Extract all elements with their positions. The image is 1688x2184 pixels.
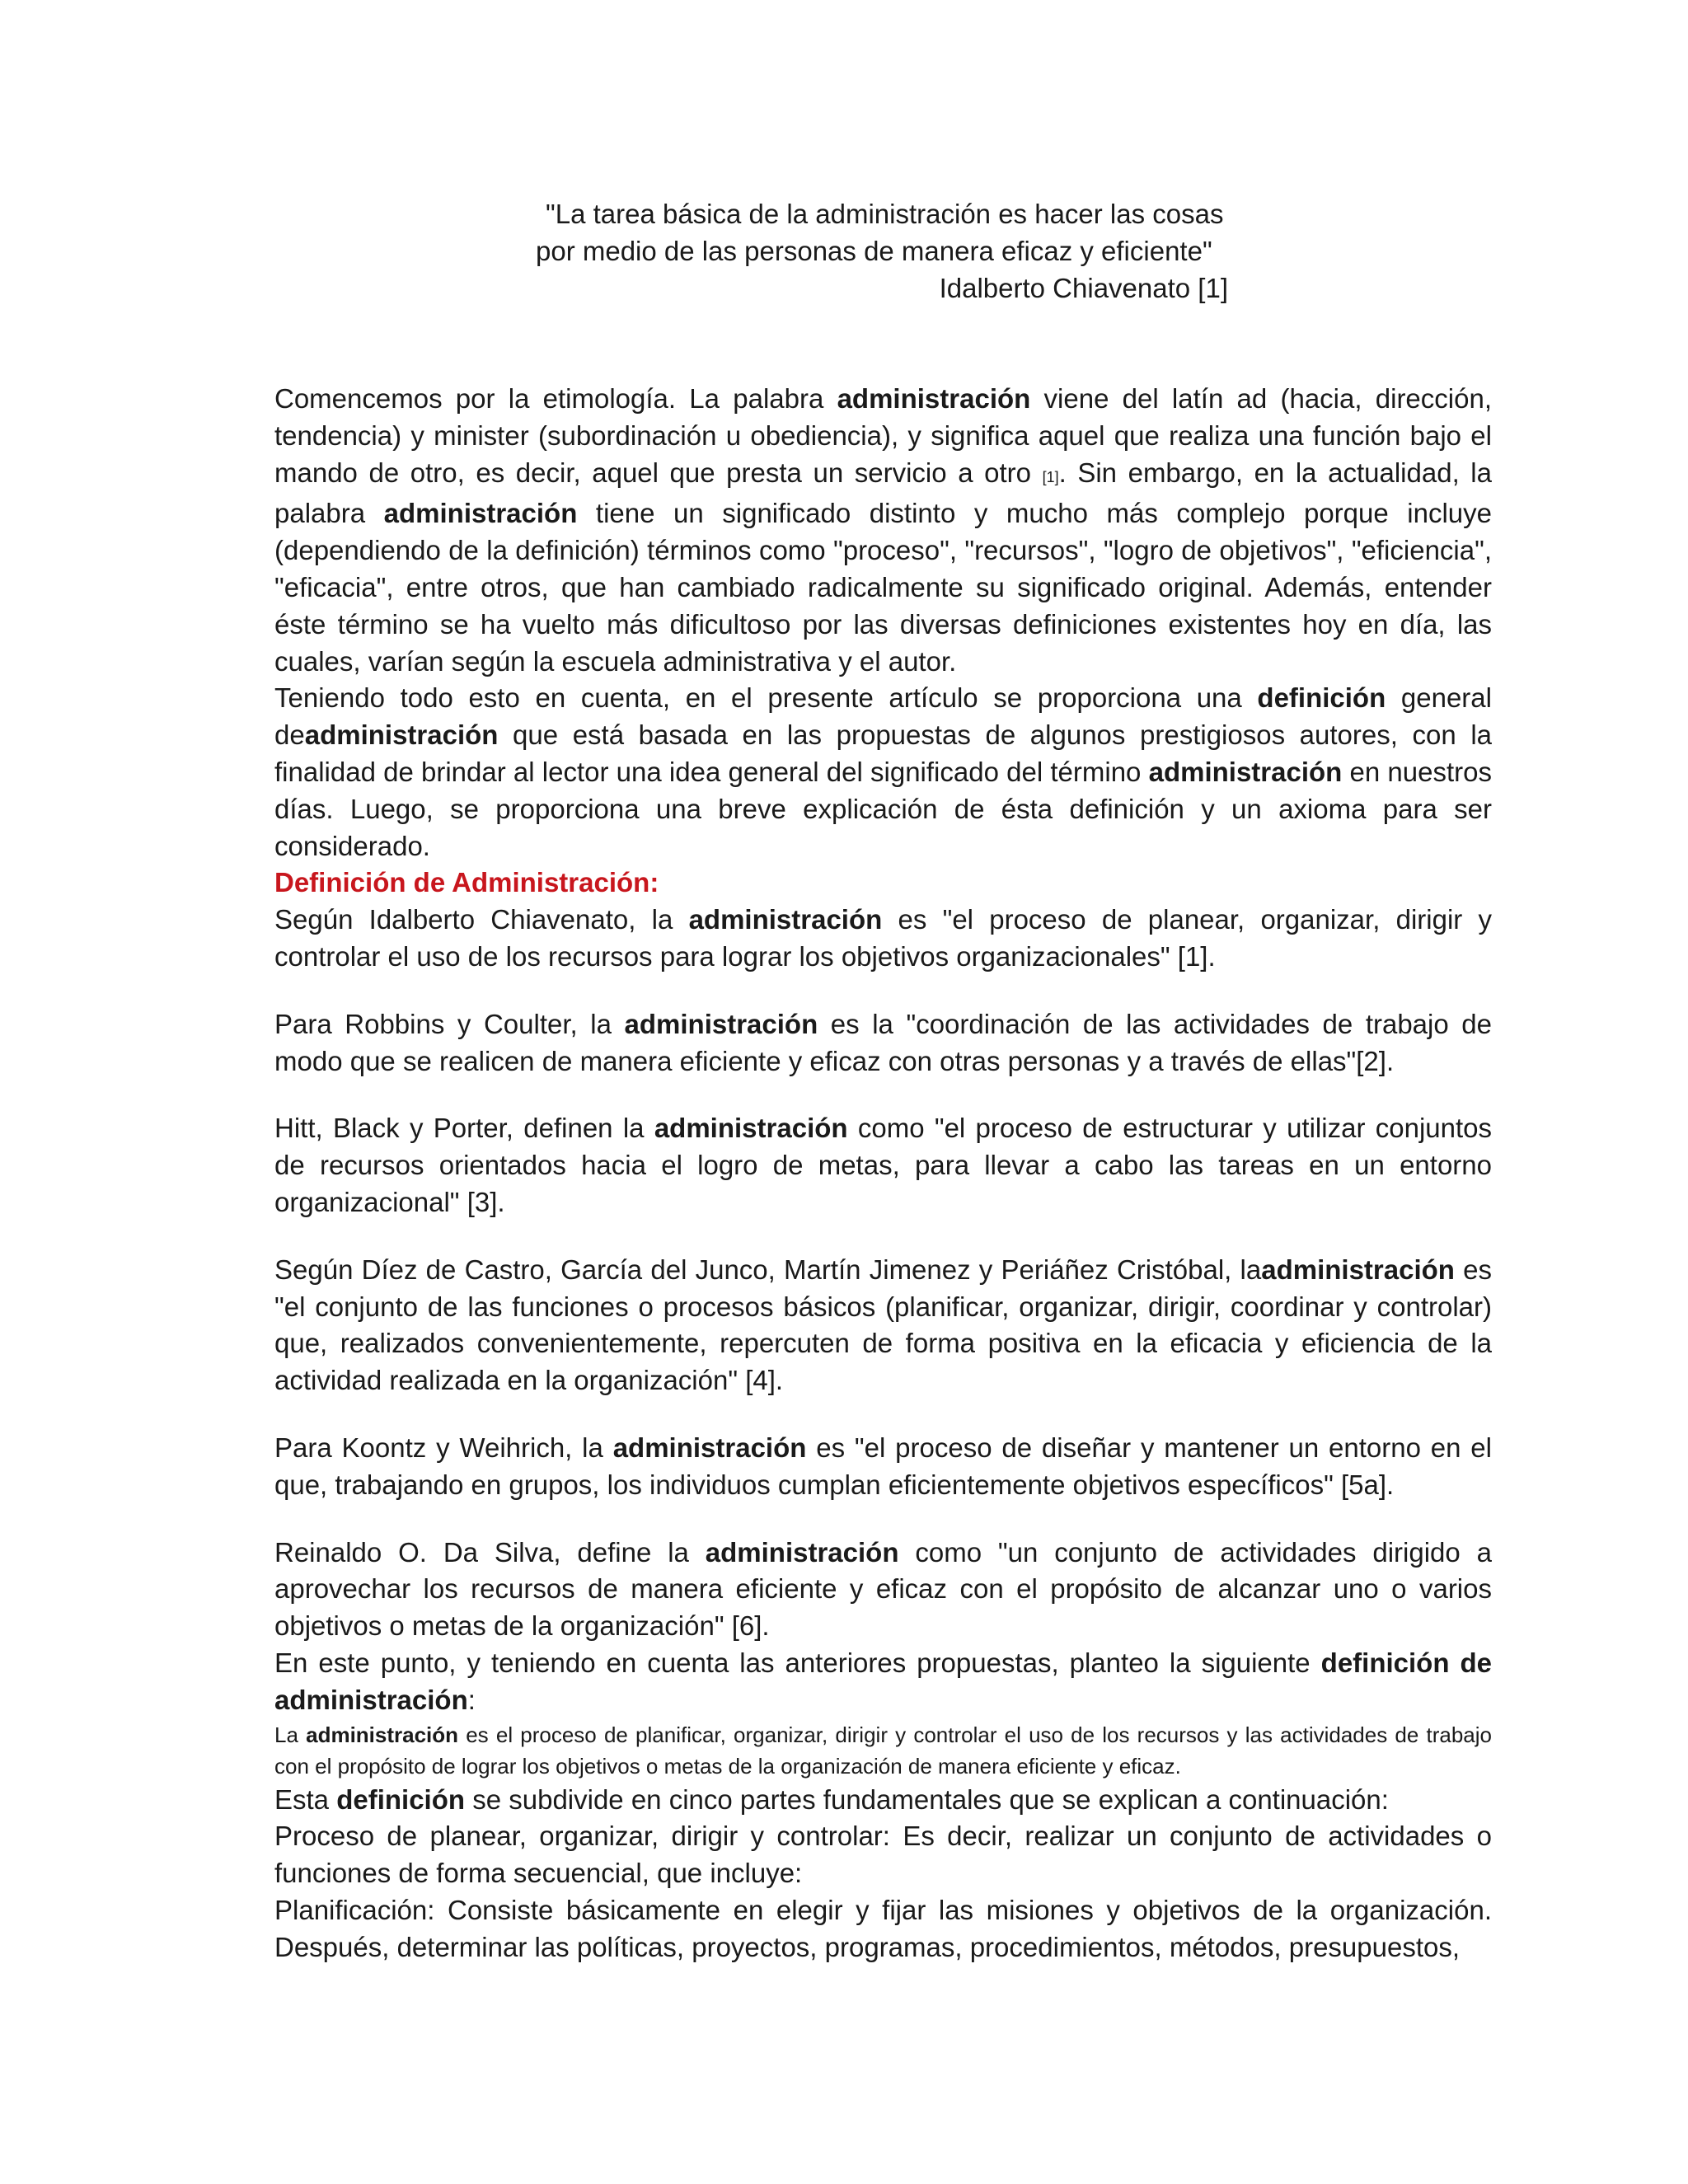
own-definition-bold: administración bbox=[306, 1722, 459, 1747]
proposal-paragraph bbox=[274, 1645, 1492, 1719]
own-definition-text-1: La bbox=[274, 1722, 307, 1747]
purpose-text-2: general de bbox=[274, 682, 1492, 751]
intro-text-2: viene del latín ad (hacia, dirección, tendencia) y minister (subordinación u obediencia), y significa aquel que realiza una función bajo el mando de otro, es decir, aquel que presta un servicio a otro bbox=[274, 383, 1492, 488]
definition-da-silva bbox=[274, 1535, 1492, 1645]
definition-bold: administración bbox=[705, 1536, 899, 1568]
intro-bold-2: administración bbox=[383, 498, 578, 529]
definition-text: Reinaldo O. Da Silva, define la bbox=[274, 1536, 706, 1568]
epigraph-line-1: "La tarea básica de la administración es hacer las cosas bbox=[546, 199, 1224, 229]
purpose-paragraph bbox=[274, 680, 1492, 865]
proposal-text-1: En este punto, y teniendo en cuenta las anteriores propuestas, planteo la siguiente bbox=[274, 1647, 1321, 1678]
purpose-text-4: en nuestros días. Luego, se proporciona una breve explicación de ésta definición y un axioma para ser considerado. bbox=[274, 756, 1492, 861]
subdivide-text-1: Esta bbox=[274, 1783, 337, 1815]
definition-text: como "el proceso de estructurar y utilizar conjuntos de recursos orientados hacia el logro de metas, para llevar a cabo las tareas en un entorno organizacional" [3]. bbox=[274, 1113, 1492, 1217]
process-paragraph: Proceso de planear, organizar, dirigir y controlar: Es decir, realizar un conjunto de actividades o funciones de forma secuencial, que incluye: bbox=[274, 1821, 1492, 1889]
intro-paragraph bbox=[274, 381, 1492, 680]
purpose-text-1: Teniendo todo esto en cuenta, en el presente artículo se proporciona una bbox=[274, 682, 1258, 714]
intro-reference: [1] bbox=[1042, 468, 1059, 485]
definition-text: Según Díez de Castro, García del Junco, Martín Jimenez y Periáñez Cristóbal, la bbox=[274, 1254, 1262, 1285]
definition-text: como "un conjunto de actividades dirigido a aprovechar los recursos de manera eficiente y eficaz con el propósito de alcanzar uno o varios objetivos o metas de la organización" [6]. bbox=[274, 1536, 1492, 1642]
definition-bold: administración bbox=[688, 904, 883, 935]
definition-text: Según Idalberto Chiavenato, la bbox=[274, 904, 689, 935]
intro-text-4: tiene un significado distinto y mucho más complejo porque incluye (dependiendo de la definición) términos como "proceso", "recursos", "logro de objetivos", "eficiencia", "eficacia", entre otros, que han cambiado radicalmente su significado original. Además, entender éste término se ha vuelto más dificultoso por las diversas definiciones existentes hoy en día, las cuales, varían según la escuela administrativa y el autor. bbox=[274, 498, 1492, 677]
definition-text: es la "coordinación de las actividades de trabajo de modo que se realicen de manera eficiente y eficaz con otras personas y a través de ellas"[2]. bbox=[274, 1008, 1492, 1076]
epigraph-line-2: por medio de las personas de manera eficaz y eficiente" bbox=[536, 236, 1212, 266]
epigraph-attribution: Idalberto Chiavenato [1] bbox=[939, 273, 1228, 303]
section-heading: Definición de Administración: bbox=[274, 867, 659, 898]
definition-bold: administración bbox=[1261, 1254, 1455, 1285]
subdivide-text-2: se subdivide en cinco partes fundamentales que se explican a continuación: bbox=[465, 1783, 1389, 1815]
purpose-bold-1: definición bbox=[1257, 682, 1386, 714]
definition-robbins-coulter bbox=[274, 1006, 1492, 1080]
definition-text: Para Koontz y Weihrich, la bbox=[274, 1432, 613, 1463]
planning-paragraph: Planificación: Consiste básicamente en elegir y fijar las misiones y objetivos de la organización. Después, determinar las políticas, proyectos, programas, procedimientos, métodos, presupuestos, bbox=[274, 1894, 1492, 1962]
intro-text-1: Comencemos por la etimología. La palabra bbox=[274, 383, 837, 414]
proposal-bold: definición de administración bbox=[274, 1647, 1492, 1715]
epigraph-quote bbox=[536, 195, 1228, 307]
definition-text: es "el proceso de planear, organizar, dirigir y controlar el uso de los recursos para lograr los objetivos organizacionales" [1]. bbox=[274, 904, 1492, 972]
definition-text: Hitt, Black y Porter, definen la bbox=[274, 1113, 654, 1144]
definition-koontz-weihrich bbox=[274, 1430, 1492, 1504]
own-definition bbox=[274, 1719, 1492, 1782]
subdivide-paragraph bbox=[274, 1782, 1492, 1819]
subdivide-bold: definición bbox=[336, 1783, 466, 1815]
purpose-bold-3: administración bbox=[1148, 756, 1343, 787]
definition-text: es "el proceso de diseñar y mantener un entorno en el que, trabajando en grupos, los individuos cumplan eficientemente objetivos específicos" [5a]. bbox=[274, 1432, 1492, 1500]
definition-text: es "el conjunto de las funciones o procesos básicos (planificar, organizar, dirigir, coordinar y controlar) que, realizados convenientemente, repercuten de forma positiva en la eficacia y eficiencia de la actividad realizada en la organización" [4]. bbox=[274, 1254, 1493, 1396]
definition-chiavenato bbox=[274, 902, 1492, 976]
purpose-text-3: que está basada en las propuestas de algunos prestigiosos autores, con la finalidad de brindar al lector una idea general del significado del término bbox=[274, 719, 1492, 787]
intro-bold-1: administración bbox=[837, 383, 1031, 414]
intro-text-3: . Sin embargo, en la actualidad, la palabra bbox=[274, 457, 1492, 529]
definition-bold: administración bbox=[612, 1432, 807, 1463]
purpose-bold-2: administración bbox=[304, 719, 499, 751]
definition-hitt-black-porter bbox=[274, 1110, 1492, 1221]
own-definition-text-2: es el proceso de planificar, organizar, dirigir y controlar el uso de los recursos y las actividades de trabajo con el propósito de lograr los objetivos o metas de la organización de manera eficiente y eficaz. bbox=[274, 1722, 1492, 1779]
definition-text: Para Robbins y Coulter, la bbox=[274, 1008, 625, 1039]
proposal-text-2: : bbox=[467, 1684, 476, 1715]
definition-bold: administración bbox=[654, 1113, 848, 1144]
document-body bbox=[274, 381, 1492, 1966]
definition-diez-de-castro bbox=[274, 1252, 1492, 1399]
definition-bold: administración bbox=[624, 1008, 818, 1039]
